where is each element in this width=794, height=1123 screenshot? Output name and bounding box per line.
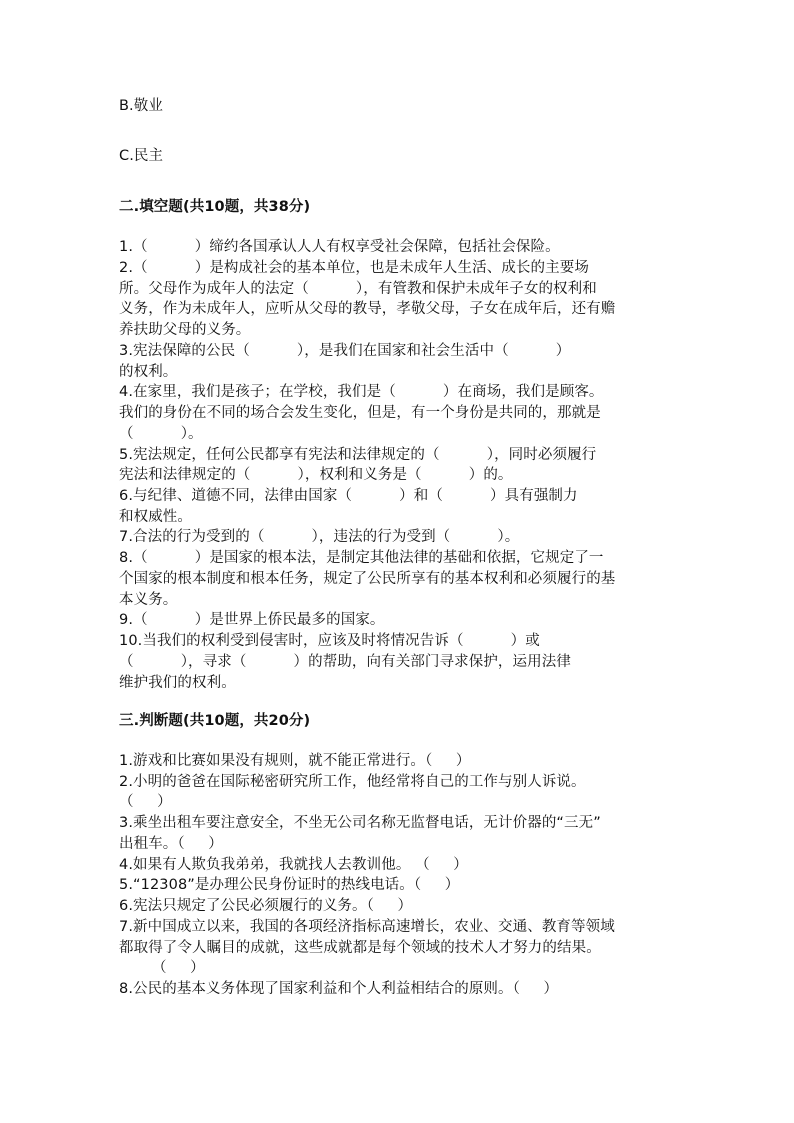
- question-line: （ ）: [119, 794, 172, 810]
- question-line: 的权利。: [119, 364, 178, 380]
- question-line: 2.（ ）是构成社会的基本单位，也是未成年人生活、成长的主要场: [119, 260, 589, 276]
- question-line: 7.新中国成立以来，我国的各项经济指标高速增长，农业、交通、教育等领域: [119, 919, 615, 935]
- option-b: B.敬业: [119, 98, 163, 114]
- question-line: 义务，作为未成年人，应听从父母的教导，孝敬父母，子女在成年后，还有赡: [119, 301, 616, 317]
- question-line: 宪法和法律规定的（ ），权利和义务是（ ）的。: [119, 467, 513, 483]
- question-line: 出租车。（ ）: [119, 836, 223, 852]
- question-line: 6.宪法只规定了公民必须履行的义务。（ ）: [119, 898, 413, 914]
- option-c: C.民主: [119, 148, 164, 164]
- question-line: 我们的身份在不同的场合会发生变化，但是，有一个身份是共同的，那就是: [119, 405, 601, 421]
- question-line: 1.游戏和比赛如果没有规则，就不能正常进行。（ ）: [119, 753, 471, 769]
- question-line: 8.（ ）是国家的根本法，是制定其他法律的基础和依据，它规定了一: [119, 550, 604, 566]
- question-line: 10.当我们的权利受到侵害时，应该及时将情况告诉（ ）或: [119, 633, 540, 649]
- question-line: 4.如果有人欺负我弟弟，我就找人去教训他。 （ ）: [119, 857, 468, 873]
- question-line: 养扶助父母的义务。: [119, 322, 251, 338]
- question-line: 2.小明的爸爸在国际秘密研究所工作，他经常将自己的工作与别人诉说。: [119, 774, 586, 790]
- question-line: 本义务。: [119, 592, 178, 608]
- question-line: 5.“12308”是办理公民身份证时的热线电话。（ ）: [119, 877, 460, 893]
- question-line: （ ）: [119, 960, 205, 976]
- question-line: 1.（ ）缔约各国承认人人有权享受社会保障，包括社会保险。: [119, 239, 560, 255]
- question-line: 8.公民的基本义务体现了国家利益和个人利益相结合的原则。（ ）: [119, 981, 559, 997]
- question-line: 所。父母作为成年人的法定（ ），有管教和保护未成年子女的权利和: [119, 281, 597, 297]
- question-line: 6.与纪律、道德不同，法律由国家（ ）和（ ）具有强制力: [119, 488, 578, 504]
- question-line: （ ）。: [119, 426, 203, 442]
- question-line: 和权威性。: [119, 509, 192, 525]
- question-line: 个国家的根本制度和根本任务，规定了公民所享有的基本权利和必须履行的基: [119, 571, 616, 587]
- question-line: 5.宪法规定，任何公民都享有宪法和法律规定的（ ），同时必须履行: [119, 447, 597, 463]
- question-line: 3.宪法保障的公民（ ），是我们在国家和社会生活中（ ）: [119, 343, 571, 359]
- section-heading-fill-blank: 二.填空题(共10题，共38分): [119, 199, 311, 215]
- question-line: （ ），寻求（ ）的帮助，向有关部门寻求保护，运用法律: [119, 654, 571, 670]
- question-line: 4.在家里，我们是孩子；在学校，我们是（ ）在商场，我们是顾客。: [119, 384, 604, 400]
- question-line: 维护我们的权利。: [119, 675, 236, 691]
- question-line: 都取得了令人瞩目的成就，这些成就都是每个领域的技术人才努力的结果。: [119, 940, 601, 956]
- section-heading-true-false: 三.判断题(共10题，共20分): [119, 713, 311, 729]
- question-line: 7.合法的行为受到的（ ），违法的行为受到（ ）。: [119, 529, 520, 545]
- question-line: 9.（ ）是世界上侨民最多的国家。: [119, 612, 385, 628]
- question-line: 3.乘坐出租车要注意安全，不坐无公司名称无监督电话，无计价器的“三无”: [119, 815, 601, 831]
